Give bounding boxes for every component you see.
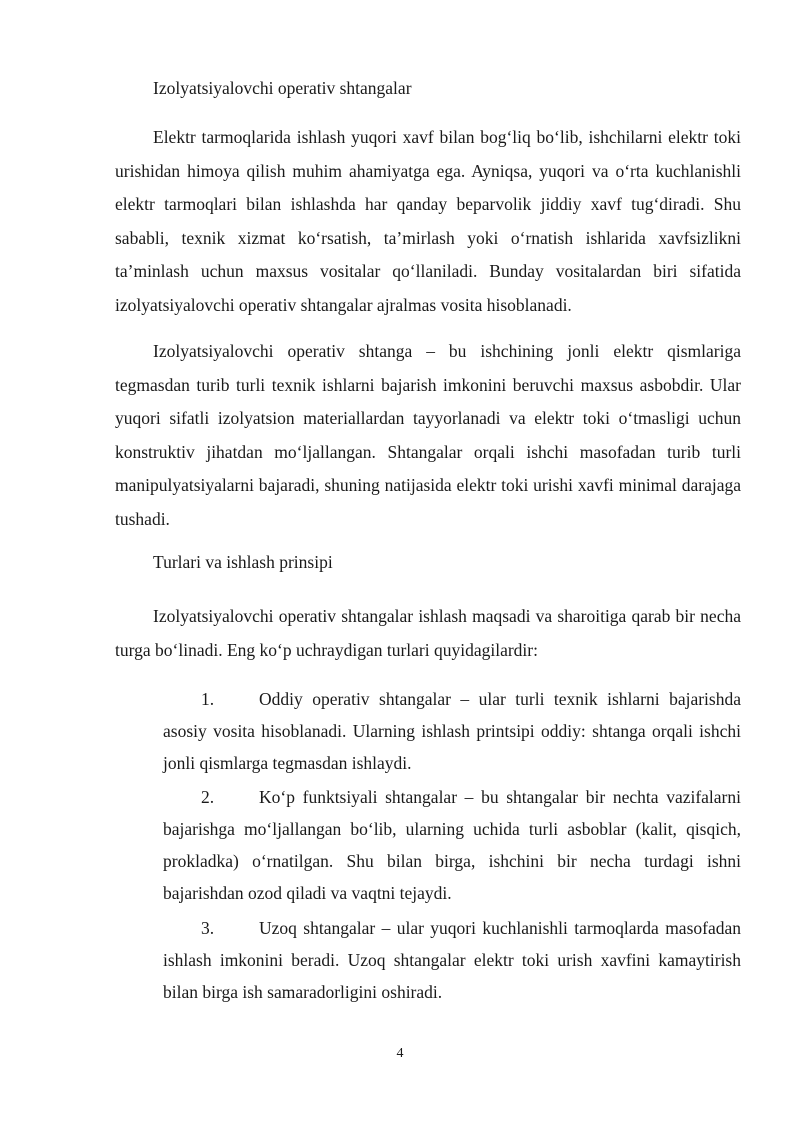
list-item-text: Oddiy operativ shtangalar – ular turli texnik ishlarni bajarishda asosiy vosita hisoblanadi. Ularning ishlash printsipi oddiy: shtanga orqali ishchi jonli qismlarga tegmasdan ishlaydi. (163, 689, 741, 773)
paragraph-intro: Elektr tarmoqlarida ishlash yuqori xavf bilan bog‘liq bo‘lib, ishchilarni elektr toki urishidan himoya qilish muhim ahamiyatga ega. Ayniqsa, yuqori va o‘rta kuchlanishli elektr tarmoqlari bilan ishlashda har qanday beparvolik jiddiy xavf tug‘diradi. Shu sababli, texnik xizmat ko‘rsatish, ta’mirlash yoki o‘rnatish ishlarida xavfsizlikni ta’minlash uchun maxsus vositalar qo‘llaniladi. Bunday vositalardan biri sifatida izolyatsiyalovchi operativ shtangalar ajralmas vosita hisoblanadi. (115, 127, 741, 315)
list-item-number: 2. (201, 787, 215, 807)
section-title-shtangalar: Izolyatsiyalovchi operativ shtangalar (153, 78, 412, 98)
list-item (163, 912, 741, 1008)
section-title-turlari: Turlari va ishlash prinsipi (153, 552, 333, 572)
list-item-text: Uzoq shtangalar – ular yuqori kuchlanishli tarmoqlarda masofadan ishlash imkonini beradi. Uzoq shtangalar elektr toki urish xavfini kamaytirish bilan birga ish samaradorligini oshiradi. (163, 918, 741, 1002)
list-item (163, 683, 741, 779)
list-item-number: 3. (201, 918, 215, 938)
page-number: 4 (396, 1046, 404, 1061)
list-item-text: Ko‘p funktsiyali shtangalar – bu shtangalar bir nechta vazifalarni bajarishga mo‘ljallangan bo‘lib, ularning uchida turli asboblar (kalit, qisqich, prokladka) o‘rnatilgan. Shu bilan birga, ishchini bir necha turdagi ishni bajarishdan ozod qiladi va vaqtni tejaydi. (163, 787, 741, 903)
paragraph-types-intro: Izolyatsiyalovchi operativ shtangalar ishlash maqsadi va sharoitiga qarab bir necha turga bo‘linadi. Eng ko‘p uchraydigan turlari quyidagilardir: (115, 606, 741, 660)
list-item-number: 1. (201, 689, 215, 709)
paragraph-definition: Izolyatsiyalovchi operativ shtanga – bu ishchining jonli elektr qismlariga tegmasdan turib turli texnik ishlarni bajarish imkonini beruvchi maxsus asbobdir. Ular yuqori sifatli izolyatsion materiallardan tayyorlanadi va elektr toki o‘tmasligi uchun konstruktiv jihatdan mo‘ljallangan. Shtangalar orqali ishchi masofadan turib turli manipulyatsiyalarni bajaradi, shuning natijasida elektr toki urishi xavfi minimal darajaga tushadi. (115, 341, 741, 529)
list-item (163, 781, 741, 909)
